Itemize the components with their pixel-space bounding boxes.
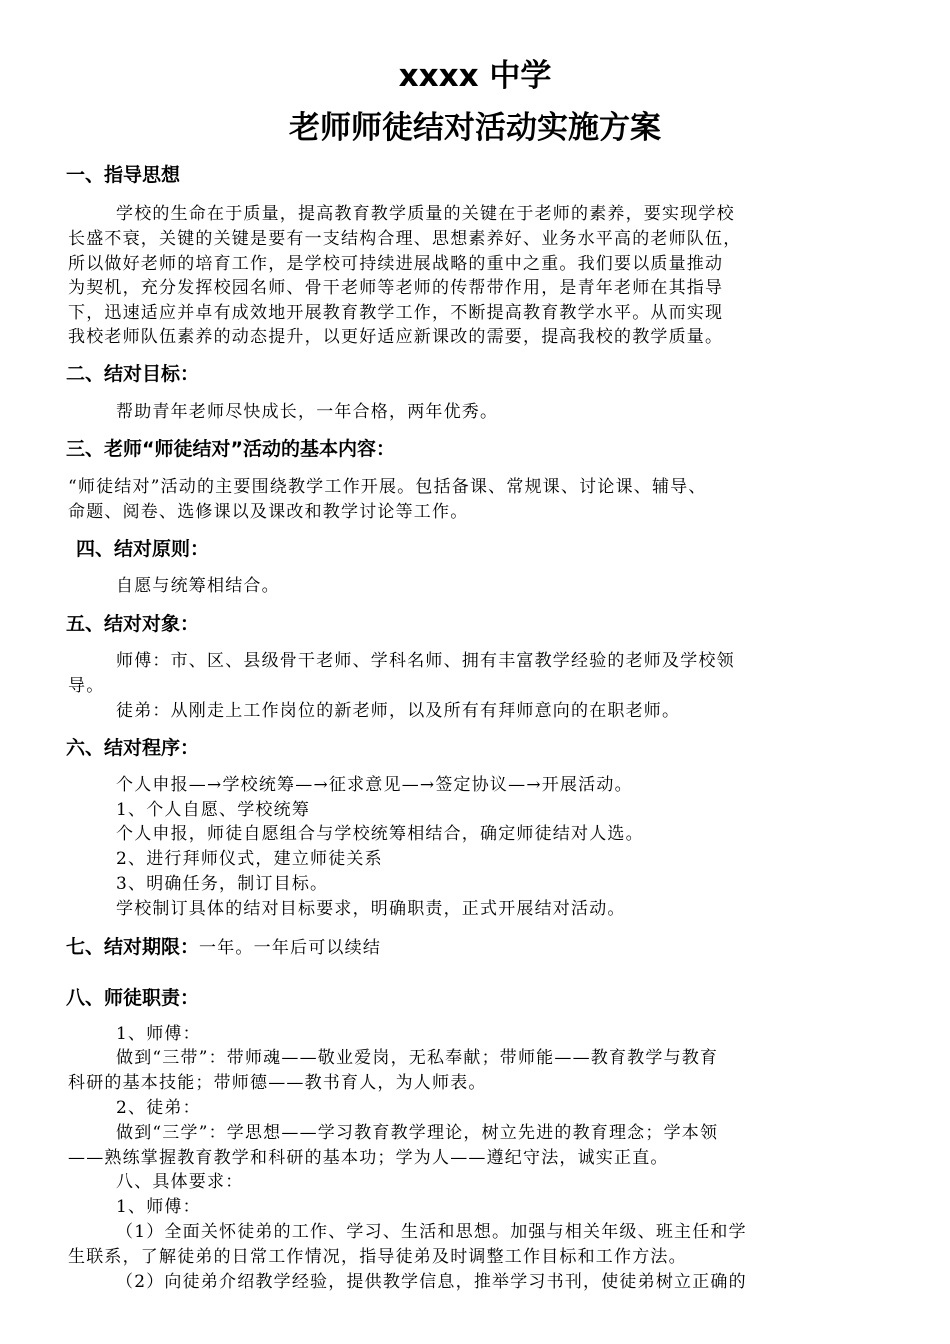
paragraph-line: 个人申报—→学校统筹—→征求意见—→签定协议—→开展活动。 bbox=[116, 775, 633, 795]
paragraph-line: 为契机，充分发挥校园名师、骨干老师等老师的传帮带作用，是青年老师在其指导 bbox=[68, 278, 724, 298]
paragraph-line: （2）向徒弟介绍教学经验，提供教学信息，推举学习书刊，使徒弟树立正确的 bbox=[116, 1272, 747, 1292]
paragraph-line: 做到“三学”：学思想——学习教育教学理论，树立先进的教育理念；学本领 bbox=[116, 1123, 719, 1143]
paragraph-line: 八、具体要求： bbox=[116, 1172, 244, 1192]
section-heading-pairing-term bbox=[66, 934, 381, 961]
paragraph-line: 1、师傅： bbox=[116, 1197, 201, 1217]
section-heading-pairing-targets: 五、结对对象： bbox=[66, 613, 200, 635]
school-name-title: xxxx 中学 bbox=[398, 58, 552, 94]
section-heading-basic-content: 三、老师“师徒结对”活动的基本内容： bbox=[66, 438, 395, 460]
section-heading-pairing-procedure: 六、结对程序： bbox=[66, 737, 200, 759]
paragraph-line: 导。 bbox=[68, 676, 105, 696]
paragraph-line: （1）全面关怀徒弟的工作、学习、生活和思想。加强与相关年级、班主任和学 bbox=[116, 1222, 747, 1242]
paragraph-line: 所以做好老师的培育工作，是学校可持续进展战略的重中之重。我们要以质量推动 bbox=[68, 254, 724, 274]
paragraph-line: 做到“三带”：带师魂——敬业爱岗，无私奉献；带师能——教育教学与教育 bbox=[116, 1048, 719, 1068]
pairing-term-value: 一年。一年后可以续结 bbox=[199, 938, 382, 958]
section-heading-pairing-principle: 四、结对原则： bbox=[76, 538, 210, 560]
paragraph-line: 我校老师队伍素养的动态提升，以更好适应新课改的需要，提高我校的教学质量。 bbox=[68, 327, 724, 347]
pairing-term-label: 七、结对期限： bbox=[66, 936, 200, 958]
paragraph-line: 学校的生命在于质量，提高教育教学质量的关键在于老师的素养，要实现学校 bbox=[116, 204, 735, 224]
paragraph-line: “师徒结对”活动的主要围绕教学工作开展。包括备课、常规课、讨论课、辅导、 bbox=[68, 477, 707, 497]
paragraph-line: 自愿与统筹相结合。 bbox=[116, 576, 280, 596]
paragraph-line: 2、进行拜师仪式，建立师徒关系 bbox=[116, 849, 383, 869]
paragraph-line: 徒弟：从刚走上工作岗位的新老师，以及所有有拜师意向的在职老师。 bbox=[116, 701, 681, 721]
paragraph-line: 3、明确任务，制订目标。 bbox=[116, 874, 329, 894]
paragraph-line: 2、徒弟： bbox=[116, 1098, 201, 1118]
paragraph-line: 命题、阅卷、选修课以及课改和教学讨论等工作。 bbox=[68, 502, 469, 522]
paragraph-line: 师傅：市、区、县级骨干老师、学科名师、拥有丰富教学经验的老师及学校领 bbox=[116, 651, 735, 671]
section-heading-pairing-goal: 二、结对目标： bbox=[66, 363, 200, 385]
paragraph-line: 科研的基本技能；带师德——教书育人，为人师表。 bbox=[68, 1073, 487, 1093]
paragraph-line: 帮助青年老师尽快成长，一年合格，两年优秀。 bbox=[116, 402, 499, 422]
section-heading-guiding-thought: 一、指导思想 bbox=[66, 164, 181, 186]
paragraph-line: 生联系，了解徒弟的日常工作情况，指导徒弟及时调整工作目标和工作方法。 bbox=[68, 1247, 687, 1267]
paragraph-line: 1、师傅： bbox=[116, 1024, 201, 1044]
paragraph-line: 1、个人自愿、学校统筹 bbox=[116, 800, 311, 820]
paragraph-line: 个人申报，师徒自愿组合与学校统筹相结合，确定师徒结对人选。 bbox=[116, 824, 644, 844]
paragraph-line: ——熟练掌握教育教学和科研的基本功；学为人——遵纪守法，诚实正直。 bbox=[68, 1148, 669, 1168]
paragraph-line: 长盛不衰，关键的关键是要有一支结构合理、思想素养好、业务水平高的老师队伍， bbox=[68, 229, 742, 249]
paragraph-line: 下，迅速适应并卓有成效地开展教育教学工作，不断提高教育教学水平。从而实现 bbox=[68, 303, 724, 323]
section-heading-duties: 八、师徒职责： bbox=[66, 987, 200, 1009]
paragraph-line: 学校制订具体的结对目标要求，明确职责，正式开展结对活动。 bbox=[116, 899, 626, 919]
document-title: 老师师徒结对活动实施方案 bbox=[289, 110, 661, 146]
